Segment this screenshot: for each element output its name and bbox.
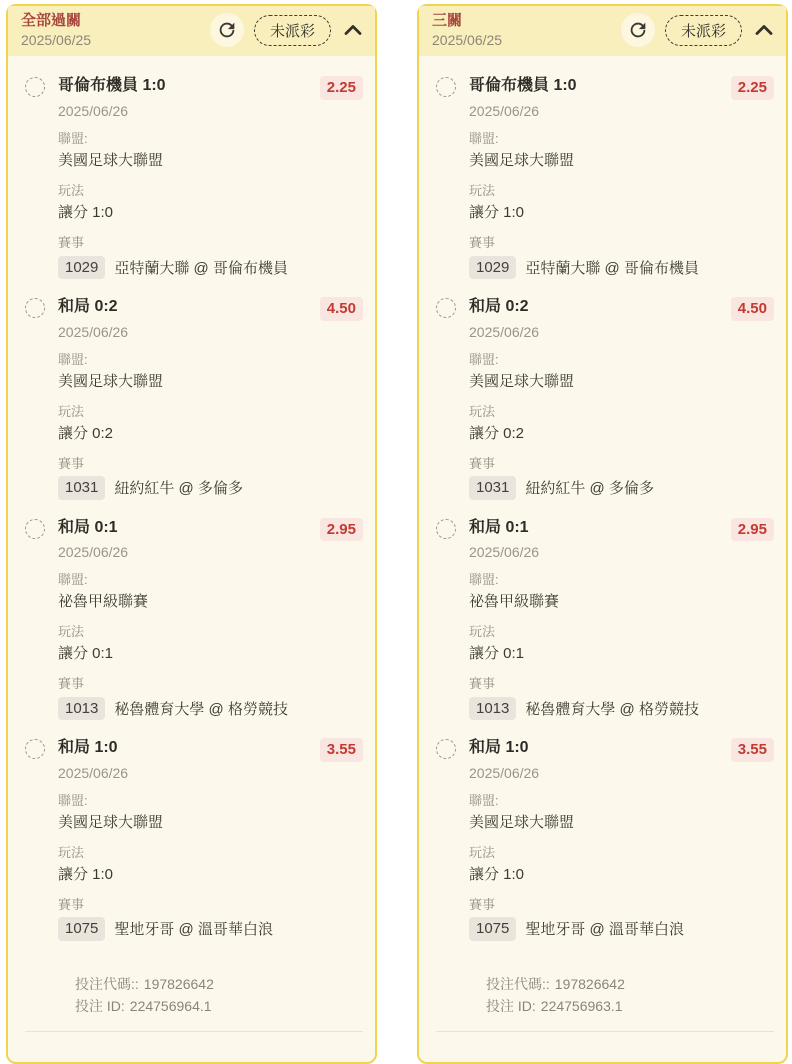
market-value: 讓分 0:2 (469, 424, 525, 442)
selection-date: 2025/06/26 (469, 764, 540, 781)
event-name: 亞特蘭大聯 @ 哥倫布機員 (525, 259, 699, 277)
event-label: 賽事 (469, 235, 496, 251)
league-value: 美國足球大聯盟 (469, 813, 575, 831)
odds-badge: 3.55 (320, 738, 363, 762)
selection-card (25, 297, 363, 500)
selection-title: 和局 1:0 (469, 739, 529, 757)
panel-header-info (21, 11, 91, 49)
event-name: 亞特蘭大聯 @ 哥倫布機員 (114, 259, 288, 277)
bet-id-value: 224756964.1 (129, 998, 212, 1015)
selection-card (436, 297, 774, 500)
market-value: 讓分 0:1 (469, 645, 525, 663)
bet-id-label: 投注 ID: (486, 998, 536, 1015)
selections-list (419, 56, 786, 1032)
refresh-icon (627, 19, 649, 41)
event-id-badge: 1029 (58, 256, 105, 280)
market-label: 玩法 (58, 844, 85, 860)
panel-header (8, 6, 375, 56)
league-label: 聯盟: (469, 130, 499, 146)
league-value: 美國足球大聯盟 (58, 813, 164, 831)
event-name: 秘魯體育大學 @ 格勞競技 (525, 700, 699, 718)
event-id-badge: 1029 (469, 256, 516, 280)
event-id-badge: 1031 (469, 476, 516, 500)
slip-footer (486, 973, 762, 1018)
league-value: 美國足球大聯盟 (58, 152, 164, 170)
market-value: 讓分 0:2 (58, 424, 114, 442)
selection-card (436, 738, 774, 941)
panel-header-controls (621, 13, 776, 47)
event-label: 賽事 (469, 676, 496, 692)
market-value: 讓分 1:0 (58, 204, 114, 222)
panel-header-info (432, 11, 502, 49)
status-badge: 未派彩 (665, 15, 742, 46)
section-divider (436, 1031, 774, 1032)
league-label: 聯盟: (58, 792, 88, 808)
dashed-circle-icon[interactable] (436, 77, 456, 97)
league-label: 聯盟: (58, 351, 88, 367)
event-name: 秘魯體育大學 @ 格勞競技 (114, 700, 288, 718)
market-value: 讓分 0:1 (58, 645, 114, 663)
selection-title: 和局 0:2 (58, 298, 118, 315)
panel-date: 2025/06/25 (432, 32, 503, 49)
panel-date: 2025/06/25 (21, 32, 92, 49)
selection-title: 和局 0:1 (469, 518, 529, 536)
league-label: 聯盟: (58, 130, 88, 146)
odds-badge: 2.95 (320, 518, 363, 542)
dashed-circle-icon[interactable] (436, 298, 456, 318)
selection-card (436, 76, 774, 279)
selection-title: 哥倫布機員 1:0 (58, 77, 166, 95)
league-value: 祕魯甲級聯賽 (58, 593, 149, 611)
market-value: 讓分 1:0 (469, 866, 525, 883)
bet-slip-panel-treble (417, 4, 788, 1064)
dashed-circle-icon[interactable] (25, 298, 45, 318)
market-label: 玩法 (469, 624, 496, 640)
dashed-circle-icon[interactable] (436, 739, 456, 759)
event-label: 賽事 (58, 455, 85, 471)
selection-card (436, 518, 774, 721)
chevron-up-icon (341, 18, 365, 42)
selection-date: 2025/06/26 (469, 323, 540, 340)
league-label: 聯盟: (469, 572, 499, 588)
selection-card (25, 738, 363, 941)
odds-badge: 2.25 (320, 76, 363, 100)
bet-id-line (75, 995, 351, 1017)
section-divider (25, 1031, 363, 1032)
event-label: 賽事 (469, 455, 496, 471)
status-badge: 未派彩 (254, 15, 331, 46)
event-name: 紐約紅牛 @ 多倫多 (525, 480, 654, 498)
chevron-up-icon (752, 18, 776, 42)
dashed-circle-icon[interactable] (436, 519, 456, 539)
refresh-button[interactable] (621, 13, 655, 47)
selection-date: 2025/06/26 (58, 544, 129, 561)
selection-date: 2025/06/26 (58, 764, 129, 781)
bet-code-line (486, 973, 762, 995)
event-id-badge: 1075 (58, 917, 105, 941)
bet-code-line (75, 973, 351, 995)
bet-id-label: 投注 ID: (75, 998, 125, 1015)
selection-date: 2025/06/26 (58, 323, 129, 340)
odds-badge: 4.50 (320, 297, 363, 321)
league-label: 聯盟: (469, 351, 499, 367)
selection-date: 2025/06/26 (469, 544, 540, 561)
bet-code-label: 投注代碼:: (486, 975, 550, 992)
dashed-circle-icon[interactable] (25, 739, 45, 759)
bet-code-label: 投注代碼:: (75, 975, 139, 992)
selection-date: 2025/06/26 (469, 102, 540, 119)
selections-list (8, 56, 375, 1032)
bet-id-value: 224756963.1 (540, 998, 623, 1015)
slip-footer (75, 973, 351, 1018)
market-value: 讓分 1:0 (469, 204, 525, 222)
bet-id-line (486, 995, 762, 1017)
panel-title: 全部過關 (21, 12, 82, 29)
selection-card (25, 76, 363, 279)
selection-title: 和局 1:0 (58, 739, 118, 757)
event-name: 紐約紅牛 @ 多倫多 (114, 480, 243, 498)
panel-title: 三關 (432, 12, 463, 29)
market-label: 玩法 (469, 403, 496, 419)
odds-badge: 3.55 (731, 738, 774, 762)
selection-date: 2025/06/26 (58, 102, 129, 119)
refresh-button[interactable] (210, 13, 244, 47)
market-label: 玩法 (469, 183, 496, 199)
panel-header-controls (210, 13, 365, 47)
league-value: 祕魯甲級聯賽 (469, 593, 560, 611)
odds-badge: 2.95 (731, 518, 774, 542)
event-label: 賽事 (58, 235, 85, 251)
league-label: 聯盟: (58, 572, 88, 588)
event-name: 聖地牙哥 @ 溫哥華白浪 (114, 921, 273, 939)
panel-header (419, 6, 786, 56)
odds-badge: 2.25 (731, 76, 774, 100)
collapse-button[interactable] (752, 18, 776, 42)
selection-title: 和局 0:1 (58, 518, 118, 536)
league-label: 聯盟: (469, 792, 499, 808)
selection-card (25, 518, 363, 721)
event-label: 賽事 (58, 897, 85, 912)
collapse-button[interactable] (341, 18, 365, 42)
refresh-icon (216, 19, 238, 41)
event-label: 賽事 (58, 676, 85, 692)
event-id-badge: 1013 (469, 697, 516, 721)
market-value: 讓分 1:0 (58, 866, 114, 883)
league-value: 美國足球大聯盟 (469, 372, 575, 390)
event-id-badge: 1075 (469, 917, 516, 941)
selection-title: 和局 0:2 (469, 298, 529, 315)
bet-code-value: 197826642 (143, 975, 214, 992)
league-value: 美國足球大聯盟 (469, 152, 575, 170)
market-label: 玩法 (469, 844, 496, 860)
event-name: 聖地牙哥 @ 溫哥華白浪 (525, 921, 684, 939)
odds-badge: 4.50 (731, 297, 774, 321)
selection-title: 哥倫布機員 1:0 (469, 77, 577, 95)
dashed-circle-icon[interactable] (25, 77, 45, 97)
league-value: 美國足球大聯盟 (58, 372, 164, 390)
event-id-badge: 1031 (58, 476, 105, 500)
event-id-badge: 1013 (58, 697, 105, 721)
market-label: 玩法 (58, 403, 85, 419)
market-label: 玩法 (58, 624, 85, 640)
event-label: 賽事 (469, 897, 496, 912)
bet-code-value: 197826642 (554, 975, 625, 992)
bet-slip-panel-parlay-all (6, 4, 377, 1064)
market-label: 玩法 (58, 183, 85, 199)
dashed-circle-icon[interactable] (25, 519, 45, 539)
